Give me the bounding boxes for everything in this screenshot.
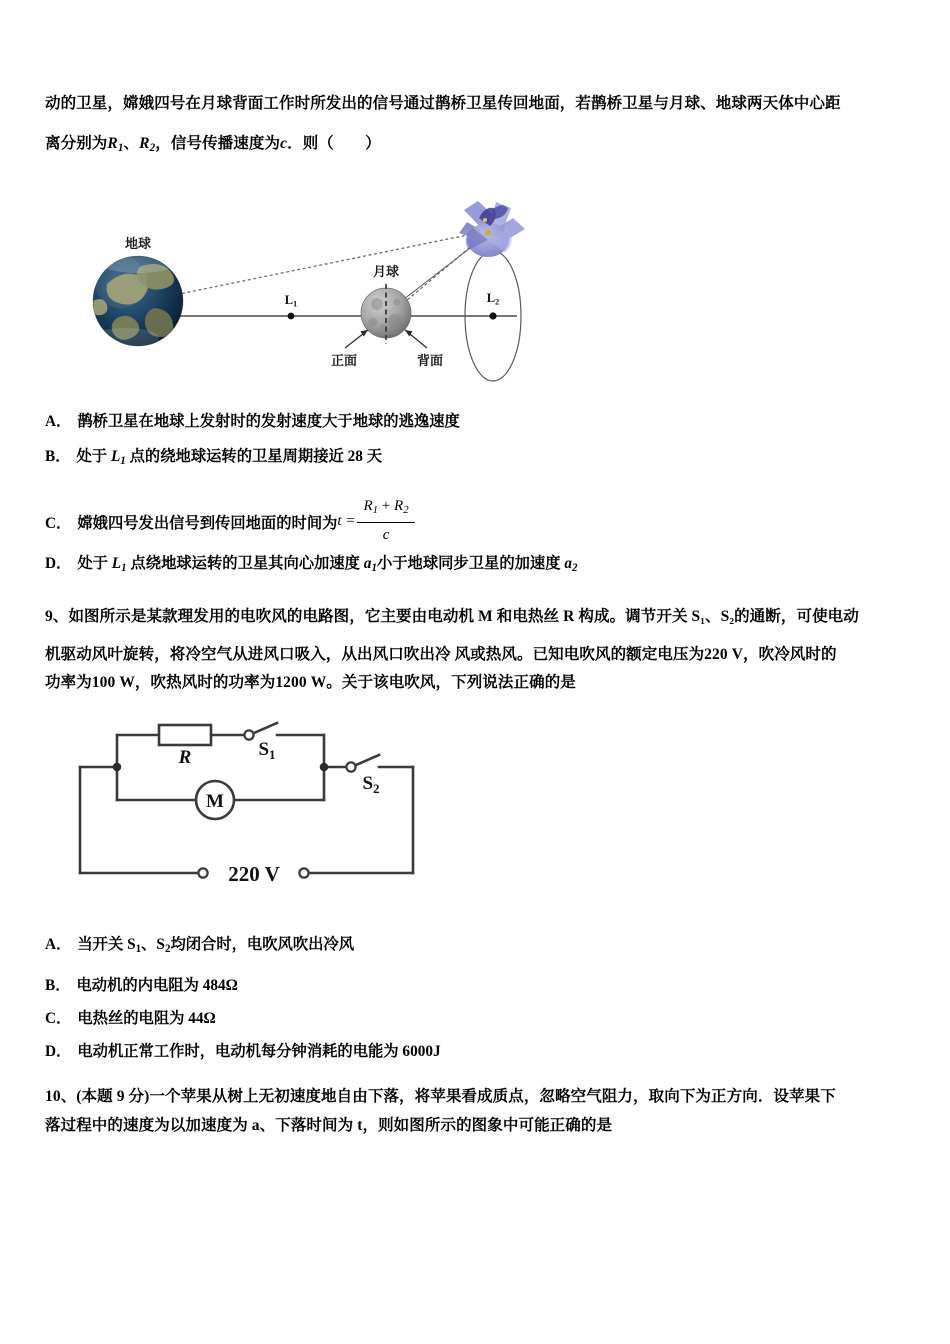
- q9-option-a-suffix: 均闭合时，电吹风吹出冷风: [170, 936, 355, 953]
- q8-option-a-label: A．: [45, 413, 72, 430]
- q8-stem-line-2-middle: ，信号传播速度为: [155, 135, 281, 152]
- l1-label: $L_1$: [284, 293, 298, 309]
- q8-option-d-middle: 点绕地球运转的卫星其向心加速度: [130, 555, 360, 572]
- q8-stem-line-1-text: 动的卫星，嫦娥四号在月球背面工作时所发出的信号通过鹊桥卫星传回地面，若鹊桥卫星与月球、地球两天体中心距: [45, 95, 841, 112]
- q9-option-c[interactable]: [45, 1008, 907, 1030]
- switch2-blade: [356, 755, 379, 765]
- q9-option-a[interactable]: [45, 934, 907, 960]
- l1-point-marker: [288, 313, 295, 320]
- q8-var-R1: $R_1$: [107, 135, 124, 155]
- q8-option-d-var-a2: $a_2$: [564, 555, 578, 575]
- source-voltage-label: 220 V: [228, 862, 280, 886]
- q9-option-b[interactable]: [45, 975, 907, 997]
- q8-stem-line-1: [45, 84, 907, 124]
- far-side-label: 背面: [416, 353, 444, 368]
- near-side-arrow: [345, 330, 368, 348]
- q8-option-c-denominator: c: [382, 527, 390, 544]
- q8-option-a[interactable]: [45, 411, 907, 433]
- resistor-symbol: [159, 725, 211, 745]
- q8-stem-line-2-end: ．则（ ）: [287, 135, 381, 152]
- q9-stem-line-1-text: 9、如图所示是某款理发用的电吹风的电路图，它主要由电动机 M 和电热丝 R 构成。调节开关 S₁、S₂的通断，可使电动: [45, 608, 859, 625]
- far-side-arrow: [405, 330, 427, 348]
- q9-stem-line-3-text: 功率为100 W，吹热风时的功率为1200 W。关于该电吹风，下列说法正确的是: [45, 674, 576, 691]
- q8-option-d-label: D．: [45, 555, 72, 572]
- q8-option-a-text: 鹊桥卫星在地球上发射时的发射速度大于地球的逃逸速度: [77, 413, 460, 430]
- l2-label: $L_2$: [486, 291, 500, 307]
- q8-stem-line-2: [45, 124, 907, 168]
- q8-stem-separator: 、: [123, 135, 140, 152]
- switch2-pivot: [346, 762, 355, 771]
- q8-option-b-label: B．: [45, 448, 71, 465]
- source-terminal-left: [198, 868, 207, 877]
- q9-stem-line-1: [45, 597, 907, 637]
- q9-option-c-text: 电热丝的电阻为 44Ω: [77, 1010, 216, 1027]
- queqiao-satellite: [459, 201, 525, 257]
- q9-stem-line-2-text: 机驱动风叶旋转，将冷空气从进风口吸入，从出风口吹出冷 风或热风。已知电吹风的额定电压为220 V，吹冷风时的: [45, 646, 837, 663]
- junction-dot-left: [113, 763, 122, 772]
- q8-stem-line-2-prefix: 离分别为: [45, 135, 108, 152]
- switch1-blade: [254, 723, 277, 733]
- q8-option-b-var-L1: $L_1$: [110, 448, 126, 468]
- earth-moon-lagrange-figure: [55, 188, 535, 388]
- q8-option-c-numerator: $R_1 + R_2$: [357, 495, 414, 523]
- q8-option-b-suffix: 点的绕地球运转的卫星周期接近 28 天: [129, 448, 383, 465]
- q8-option-b-prefix: 处于: [76, 448, 108, 465]
- q8-option-d[interactable]: [45, 553, 907, 579]
- q8-option-d-var-a1: $a_1$: [363, 555, 377, 575]
- switch1-pivot: [244, 730, 253, 739]
- q8-option-c-fraction: [357, 495, 414, 546]
- resistor-label: R: [178, 747, 192, 768]
- q8-option-d-middle-2: 小于地球同步卫星的加速度: [376, 555, 561, 572]
- q9-option-a-prefix: 当开关: [77, 936, 124, 953]
- q10-stem-line-1-text: 10、(本题 9 分)一个苹果从树上无初速度地自由下落，将苹果看成质点，忽略空气阻力，取向下为正方向．设苹果下: [45, 1088, 836, 1105]
- q8-option-d-var-L1: $L_1$: [111, 555, 127, 575]
- q9-option-a-separator: 、: [141, 936, 157, 953]
- q9-option-a-label: A．: [45, 936, 72, 953]
- earth-label: 地球: [124, 236, 152, 251]
- q8-var-R2: $R_2$: [139, 135, 156, 155]
- source-terminal-right: [299, 868, 308, 877]
- switch1-label: $S_1$: [258, 739, 276, 762]
- q9-option-c-label: C．: [45, 1010, 72, 1027]
- q8-option-b[interactable]: [45, 446, 907, 472]
- q8-option-d-prefix: 处于: [77, 555, 108, 572]
- q10-stem-line-2-text: 落过程中的速度为以加速度为 a、下落时间为 t，则如图所示的图象中可能正确的是: [45, 1117, 613, 1134]
- q9-option-d[interactable]: [45, 1041, 907, 1063]
- q8-option-c-label: C．: [45, 514, 72, 532]
- q9-option-a-switch2: $S_2$: [156, 936, 171, 956]
- l2-point-marker: [489, 312, 496, 319]
- hair-dryer-circuit-figure: [62, 703, 462, 898]
- q8-var-c: c: [280, 135, 288, 152]
- moon-label: 月球: [372, 264, 400, 279]
- signal-path-earth-satellite: [160, 231, 487, 298]
- q8-option-c[interactable]: [45, 495, 907, 546]
- switch2-label: $S_2$: [362, 773, 380, 796]
- junction-dot-right: [320, 763, 329, 772]
- q8-option-c-prefix: 嫦娥四号发出信号到传回地面的时间为: [77, 514, 338, 532]
- q8-option-c-equation-lhs: t =: [337, 513, 356, 530]
- q9-option-b-text: 电动机的内电阻为 484Ω: [76, 977, 238, 994]
- q10-stem-line-2: [45, 1106, 907, 1146]
- q9-option-d-label: D．: [45, 1043, 72, 1060]
- q9-option-a-switch1: $S_1$: [123, 936, 142, 956]
- q9-option-b-label: B．: [45, 977, 71, 994]
- motor-label: M: [206, 791, 224, 812]
- near-side-label: 正面: [330, 353, 358, 368]
- q9-option-d-text: 电动机正常工作时，电动机每分钟消耗的电能为 6000J: [77, 1043, 441, 1060]
- earth-globe: [91, 251, 183, 348]
- q9-stem-line-3: [45, 663, 907, 703]
